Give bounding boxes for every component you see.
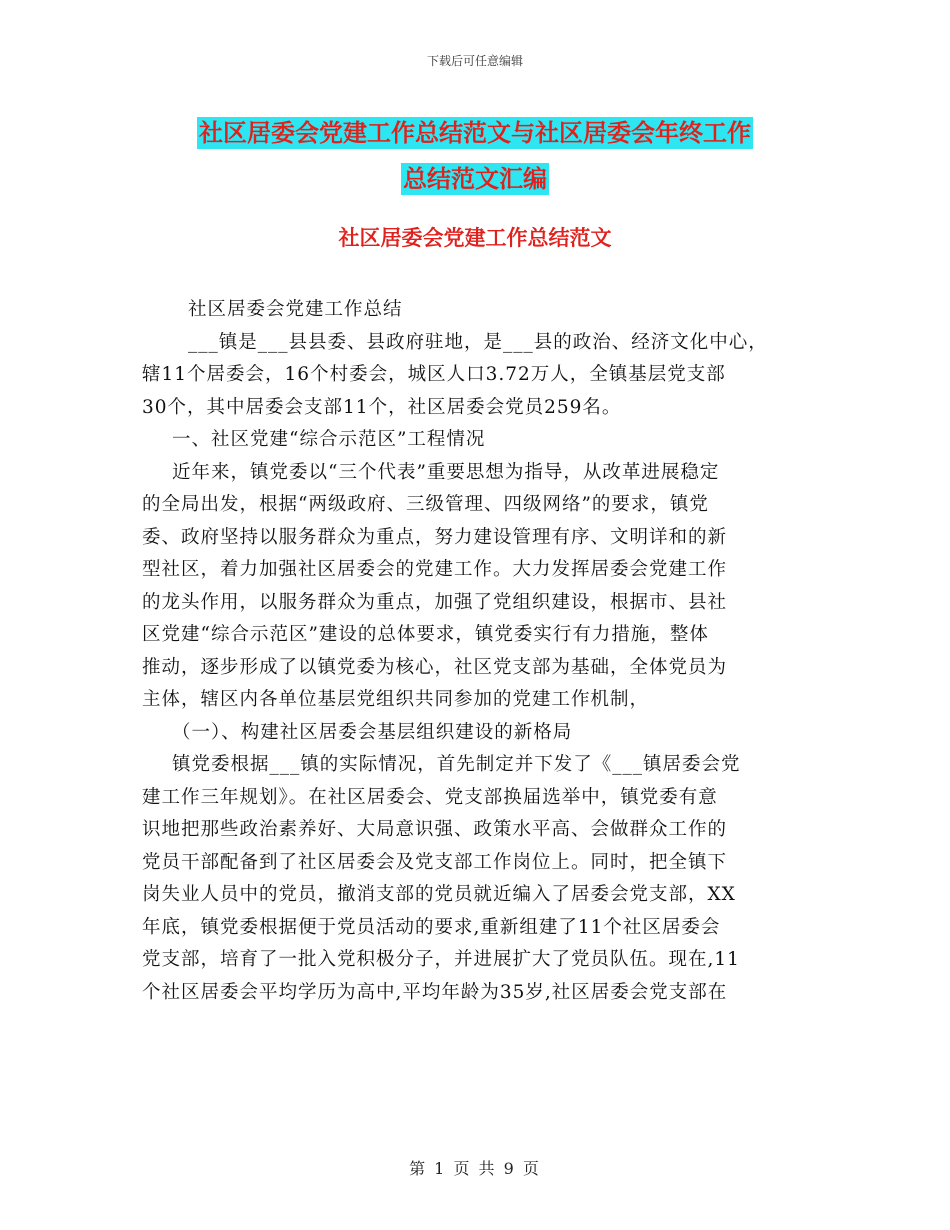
body-line: 岗失业人员中的党员，撤消支部的党员就近编入了居委会党支部，XX [142, 884, 736, 905]
body-line: ___镇是___县县委、县政府驻地，是___县的政治、经济文化中心， [188, 331, 768, 353]
body-line: 型社区，着力加强社区居委会的党建工作。大力发挥居委会党建工作 [142, 559, 728, 580]
body-line: 镇党委根据___镇的实际情况，首先制定并下发了《___镇居委会党 [172, 754, 741, 775]
body-line: 一、社区党建“综合示范区”工程情况 [172, 429, 486, 450]
body-line: 近年来，镇党委以“三个代表”重要思想为指导，从改革进展稳定 [172, 461, 720, 483]
body-line: 主体，辖区内各单位基层党组织共同参加的党建工作机制， [142, 689, 650, 710]
body-line: 党支部，培育了一批入党积极分子，并进展扩大了党员队伍。现在,11 [142, 949, 740, 970]
body-line: 的龙头作用，以服务群众为重点，加强了党组织建设，根据市、县社 [142, 591, 728, 613]
body-line: 年底，镇党委根据便于党员活动的要求,重新组建了11个社区居委会 [142, 916, 721, 938]
document-title [0, 110, 950, 202]
title-line-1: 社区居委会党建工作总结范文与社区居委会年终工作 [199, 119, 751, 147]
body-line: 社区居委会党建工作总结 [188, 299, 403, 320]
body-line: 推动，逐步形成了以镇党委为核心，社区党支部为基础，全体党员为 [142, 656, 728, 678]
body-line: 个社区居委会平均学历为高中,平均年龄为35岁,社区居委会党支部在 [142, 981, 728, 1003]
body-line: 辖11个居委会，16个村委会，城区人口3.72万人，全镇基层党支部 [142, 364, 726, 385]
body-line: 党员干部配备到了社区居委会及党支部工作岗位上。同时，把全镇下 [142, 851, 728, 873]
title-line-2: 总结范文汇编 [403, 165, 547, 193]
section-title: 社区居委会党建工作总结范文 [338, 226, 612, 250]
body-line: 30个，其中居委会支部11个，社区居委会党员259名。 [142, 396, 622, 418]
body-line: 的全局出发，根据“两级政府、三级管理、四级网络”的要求，镇党 [142, 494, 709, 515]
body-line: 区党建“综合示范区”建设的总体要求，镇党委实行有力措施，整体 [142, 624, 709, 645]
page-number: 第 1 页 共 9 页 [409, 1159, 541, 1178]
page-header: 下载后可任意编辑 [426, 54, 523, 68]
body-line: 建工作三年规划》。在社区居委会、党支部换届选举中，镇党委有意 [142, 786, 718, 808]
body-text [142, 294, 810, 1009]
body-line: 委、政府坚持以服务群众为重点，努力建设管理有序、文明详和的新 [142, 526, 728, 548]
body-line: （一）、构建社区居委会基层组织建设的新格局 [172, 721, 573, 743]
body-line: 识地把那些政治素养好、大局意识强、政策水平高、会做群众工作的 [142, 819, 728, 840]
